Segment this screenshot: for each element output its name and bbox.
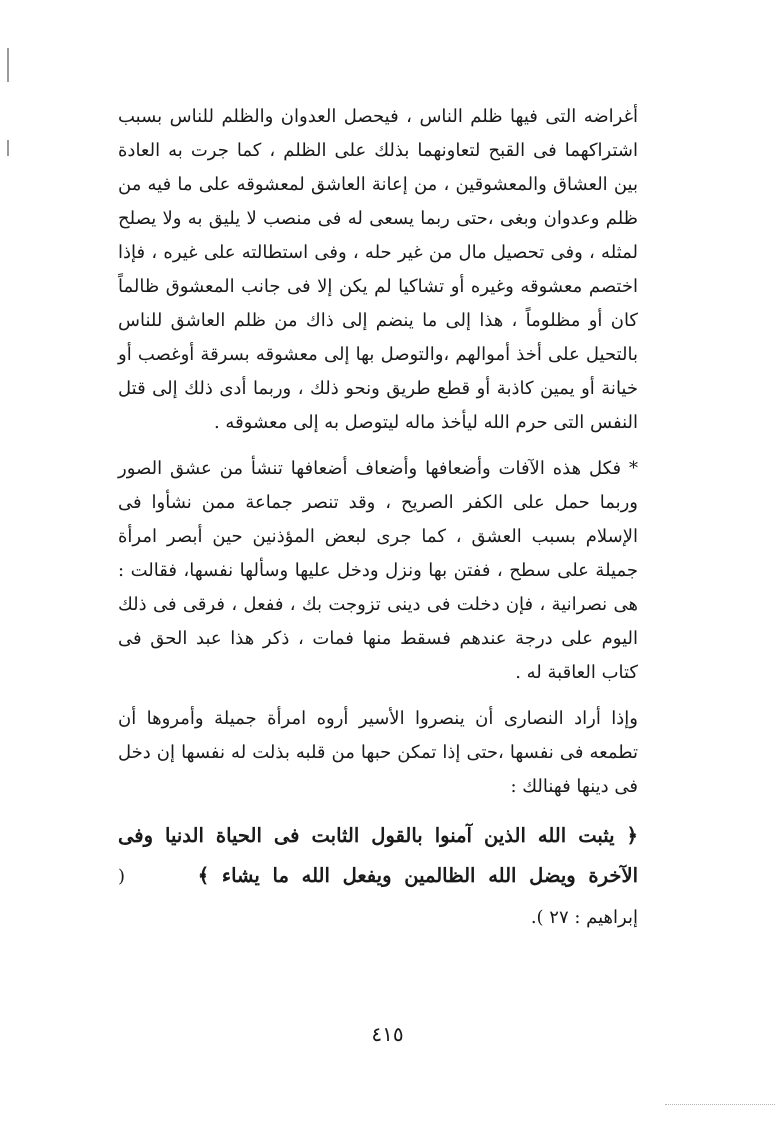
page-number: ٤١٥ <box>371 1022 404 1046</box>
verse-reference: ( إبراهيم : ٢٧ ). <box>118 866 638 928</box>
page-body <box>118 100 638 938</box>
margin-mark <box>7 140 9 156</box>
paragraph-1: أغراضه التى فيها ظلم الناس ، فيحصل العدوان والظلم للناس بسبب اشتراكهما فى القبح لتعاونهما بذلك على الظلم ، كما جرت به العادة بين العشاق والمعشوقين ، من إعانة العاشق لمعشوقه على ما فيه من ظلم وعدوان وبغى ،حتى ربما يسعى له فى منصب لا يليق به ولا يصلح لمثله ، وفى تحصيل مال من غير حله ، وفى استطالته على غيره ، فإذا اختصم معشوقه وغيره أو تشاكيا لم يكن إلا فى جانب المعشوق ظالماً كان أو مظلوماً ، هذا إلى ما ينضم إلى ذاك من ظلم العاشق للناس بالتحيل على أخذ أموالهم ،والتوصل بها إلى معشوقه بسرقة أوغصب أو خيانة أو يمين كاذبة أو قطع طريق ونحو ذلك ، وربما أدى ذلك إلى قتل النفس التى حرم الله ليأخذ ماله ليتوصل به إلى معشوقه . <box>118 106 638 433</box>
margin-mark <box>7 48 9 82</box>
paragraph-3: وإذا أراد النصارى أن ينصروا الأسير أروه امرأة جميلة وأمروها أن تطمعه فى نفسها ،حتى إذا تمكن حبها من قلبه بذلت له نفسها إن دخل فى دينها فهنالك : <box>118 708 638 797</box>
scan-edge <box>665 1104 775 1105</box>
paragraph-2: * فكل هذه الآفات وأضعافها وأضعاف أضعافها تنشأ من عشق الصور وربما حمل على الكفر الصريح ، وقد تنصر جماعة ممن نشأوا فى الإسلام بسبب العشق ، كما جرى لبعض المؤذنين حين أبصر امرأة جميلة على سطح ، ففتن بها ونزل ودخل عليها وسألها نفسها، فقالت : هى نصرانية ، فإن دخلت فى دينى تزوجت بك ، ففعل ، فرقى فى ذلك اليوم على درجة عندهم فسقط منها فمات ، ذكر هذا عبد الحق فى كتاب العاقبة له . <box>118 458 638 683</box>
verse-text: ﴿ يثبت الله الذين آمنوا بالقول الثابت فى الحياة الدنيا وفى الآخرة ويضل الله الظالمين ويفعل الله ما يشاء ﴾ <box>118 824 638 887</box>
quran-verse <box>118 816 638 938</box>
